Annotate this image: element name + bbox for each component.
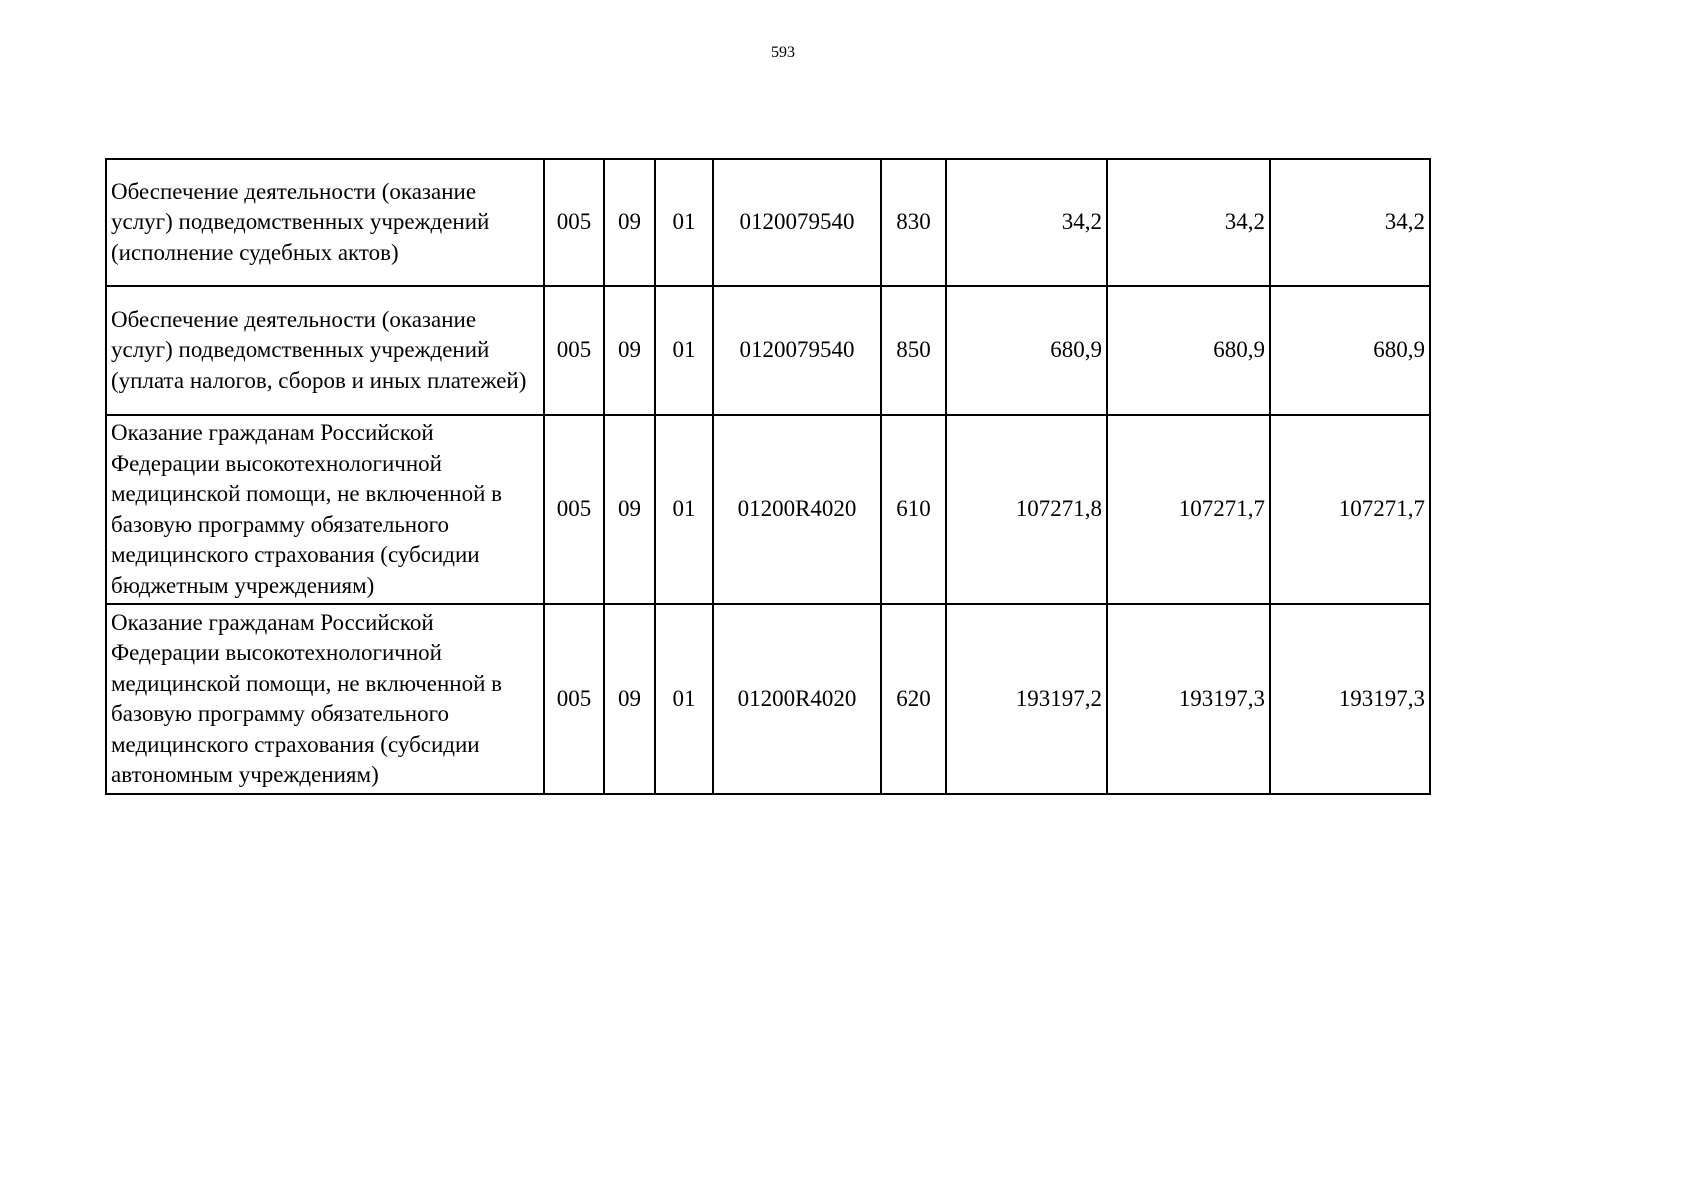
page-number: 593	[771, 44, 795, 61]
table-row	[106, 286, 1430, 415]
row-description: Оказание гражданам Российской Федерации высокотехнологичной медицинской помощи, не включенной в базовую программу обязательного медицинского страхования (субсидии автономным учреждениям)	[106, 604, 544, 794]
row-description: Обеспечение деятельности (оказание услуг) подведомственных учреждений (исполнение судебных актов)	[106, 159, 544, 286]
section-code: 09	[604, 286, 655, 415]
amount-year-1: 193197,2	[946, 604, 1107, 794]
subsection-code: 01	[655, 159, 713, 286]
amount-year-3: 193197,3	[1270, 604, 1430, 794]
amount-year-2: 193197,3	[1107, 604, 1270, 794]
expense-type-code: 830	[881, 159, 946, 286]
subsection-code: 01	[655, 415, 713, 604]
section-code: 09	[604, 415, 655, 604]
ministry-code: 005	[544, 159, 604, 286]
subsection-code: 01	[655, 286, 713, 415]
amount-year-1: 34,2	[946, 159, 1107, 286]
target-article-code: 01200R4020	[713, 604, 881, 794]
amount-year-3: 34,2	[1270, 159, 1430, 286]
amount-year-2: 107271,7	[1107, 415, 1270, 604]
budget-table	[105, 158, 1431, 795]
table-row	[106, 415, 1430, 604]
table-row	[106, 604, 1430, 794]
amount-year-1: 680,9	[946, 286, 1107, 415]
expense-type-code: 610	[881, 415, 946, 604]
row-description: Оказание гражданам Российской Федерации высокотехнологичной медицинской помощи, не включенной в базовую программу обязательного медицинского страхования (субсидии бюджетным учреждениям)	[106, 415, 544, 604]
amount-year-3: 107271,7	[1270, 415, 1430, 604]
expense-type-code: 620	[881, 604, 946, 794]
target-article-code: 01200R4020	[713, 415, 881, 604]
amount-year-1: 107271,8	[946, 415, 1107, 604]
section-code: 09	[604, 604, 655, 794]
ministry-code: 005	[544, 604, 604, 794]
table-row	[106, 159, 1430, 286]
amount-year-2: 34,2	[1107, 159, 1270, 286]
amount-year-3: 680,9	[1270, 286, 1430, 415]
ministry-code: 005	[544, 415, 604, 604]
target-article-code: 0120079540	[713, 159, 881, 286]
row-description: Обеспечение деятельности (оказание услуг) подведомственных учреждений (уплата налогов, сборов и иных платежей)	[106, 286, 544, 415]
subsection-code: 01	[655, 604, 713, 794]
expense-type-code: 850	[881, 286, 946, 415]
target-article-code: 0120079540	[713, 286, 881, 415]
amount-year-2: 680,9	[1107, 286, 1270, 415]
ministry-code: 005	[544, 286, 604, 415]
section-code: 09	[604, 159, 655, 286]
